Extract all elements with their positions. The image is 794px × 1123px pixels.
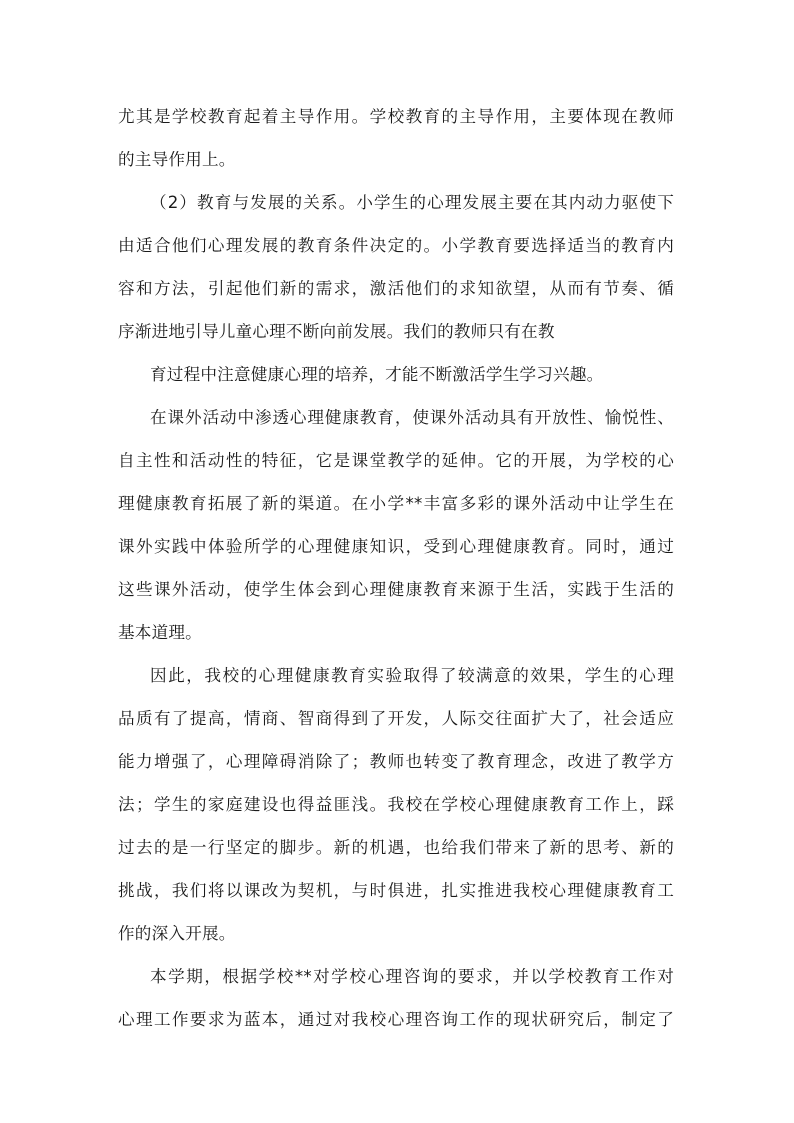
text-line: 法；学生的家庭建设也得益匪浅。我校在学校心理健康教育工作上，踩 <box>118 795 674 814</box>
text-line: 在课外活动中渗透心理健康教育，使课外活动具有开放性、愉悦性、 <box>150 408 674 427</box>
text-line: 由适合他们心理发展的教育条件决定的。小学教育要选择适当的教育内 <box>118 236 674 255</box>
text-line: 基本道理。 <box>118 623 202 642</box>
text-line: 本学期，根据学校**对学校心理咨询的要求，并以学校教育工作对 <box>150 967 674 986</box>
text-line: 课外实践中体验所学的心理健康知识，受到心理健康教育。同时，通过 <box>118 537 674 556</box>
text-line: 挑战，我们将以课改为契机，与时俱进，扎实推进我校心理健康教育工 <box>118 881 674 900</box>
text-line: 的主导作用上。 <box>118 150 236 169</box>
text-line: 品质有了提高，情商、智商得到了开发，人际交往面扩大了，社会适应 <box>118 709 674 728</box>
text-line: 作的深入开展。 <box>118 924 236 943</box>
text-line: 理健康教育拓展了新的渠道。在小学**丰富多彩的课外活动中让学生在 <box>118 494 674 513</box>
text-line: 容和方法，引起他们新的需求，激活他们的求知欲望，从而有节奏、循 <box>118 279 674 298</box>
text-line: 这些课外活动，使学生体会到心理健康教育来源于生活，实践于生活的 <box>118 580 674 599</box>
text-line: 尤其是学校教育起着主导作用。学校教育的主导作用，主要体现在教师 <box>118 107 674 126</box>
text-line: 育过程中注意健康心理的培养，才能不断激活学生学习兴趣。 <box>150 365 604 384</box>
text-line: 心理工作要求为蓝本，通过对我校心理咨询工作的现状研究后，制定了 <box>118 1010 674 1029</box>
text-line: （2）教育与发展的关系。小学生的心理发展主要在其内动力驱使下 <box>150 193 674 212</box>
text-line: 能力增强了，心理障碍消除了；教师也转变了教育理念，改进了教学方 <box>118 752 674 771</box>
text-line: 因此，我校的心理健康教育实验取得了较满意的效果，学生的心理 <box>150 666 674 685</box>
text-line: 自主性和活动性的特征，它是课堂教学的延伸。它的开展，为学校的心 <box>118 451 674 470</box>
text-line: 过去的是一行坚定的脚步。新的机遇，也给我们带来了新的思考、新的 <box>118 838 674 857</box>
text-line: 序渐进地引导儿童心理不断向前发展。我们的教师只有在教 <box>118 322 555 341</box>
